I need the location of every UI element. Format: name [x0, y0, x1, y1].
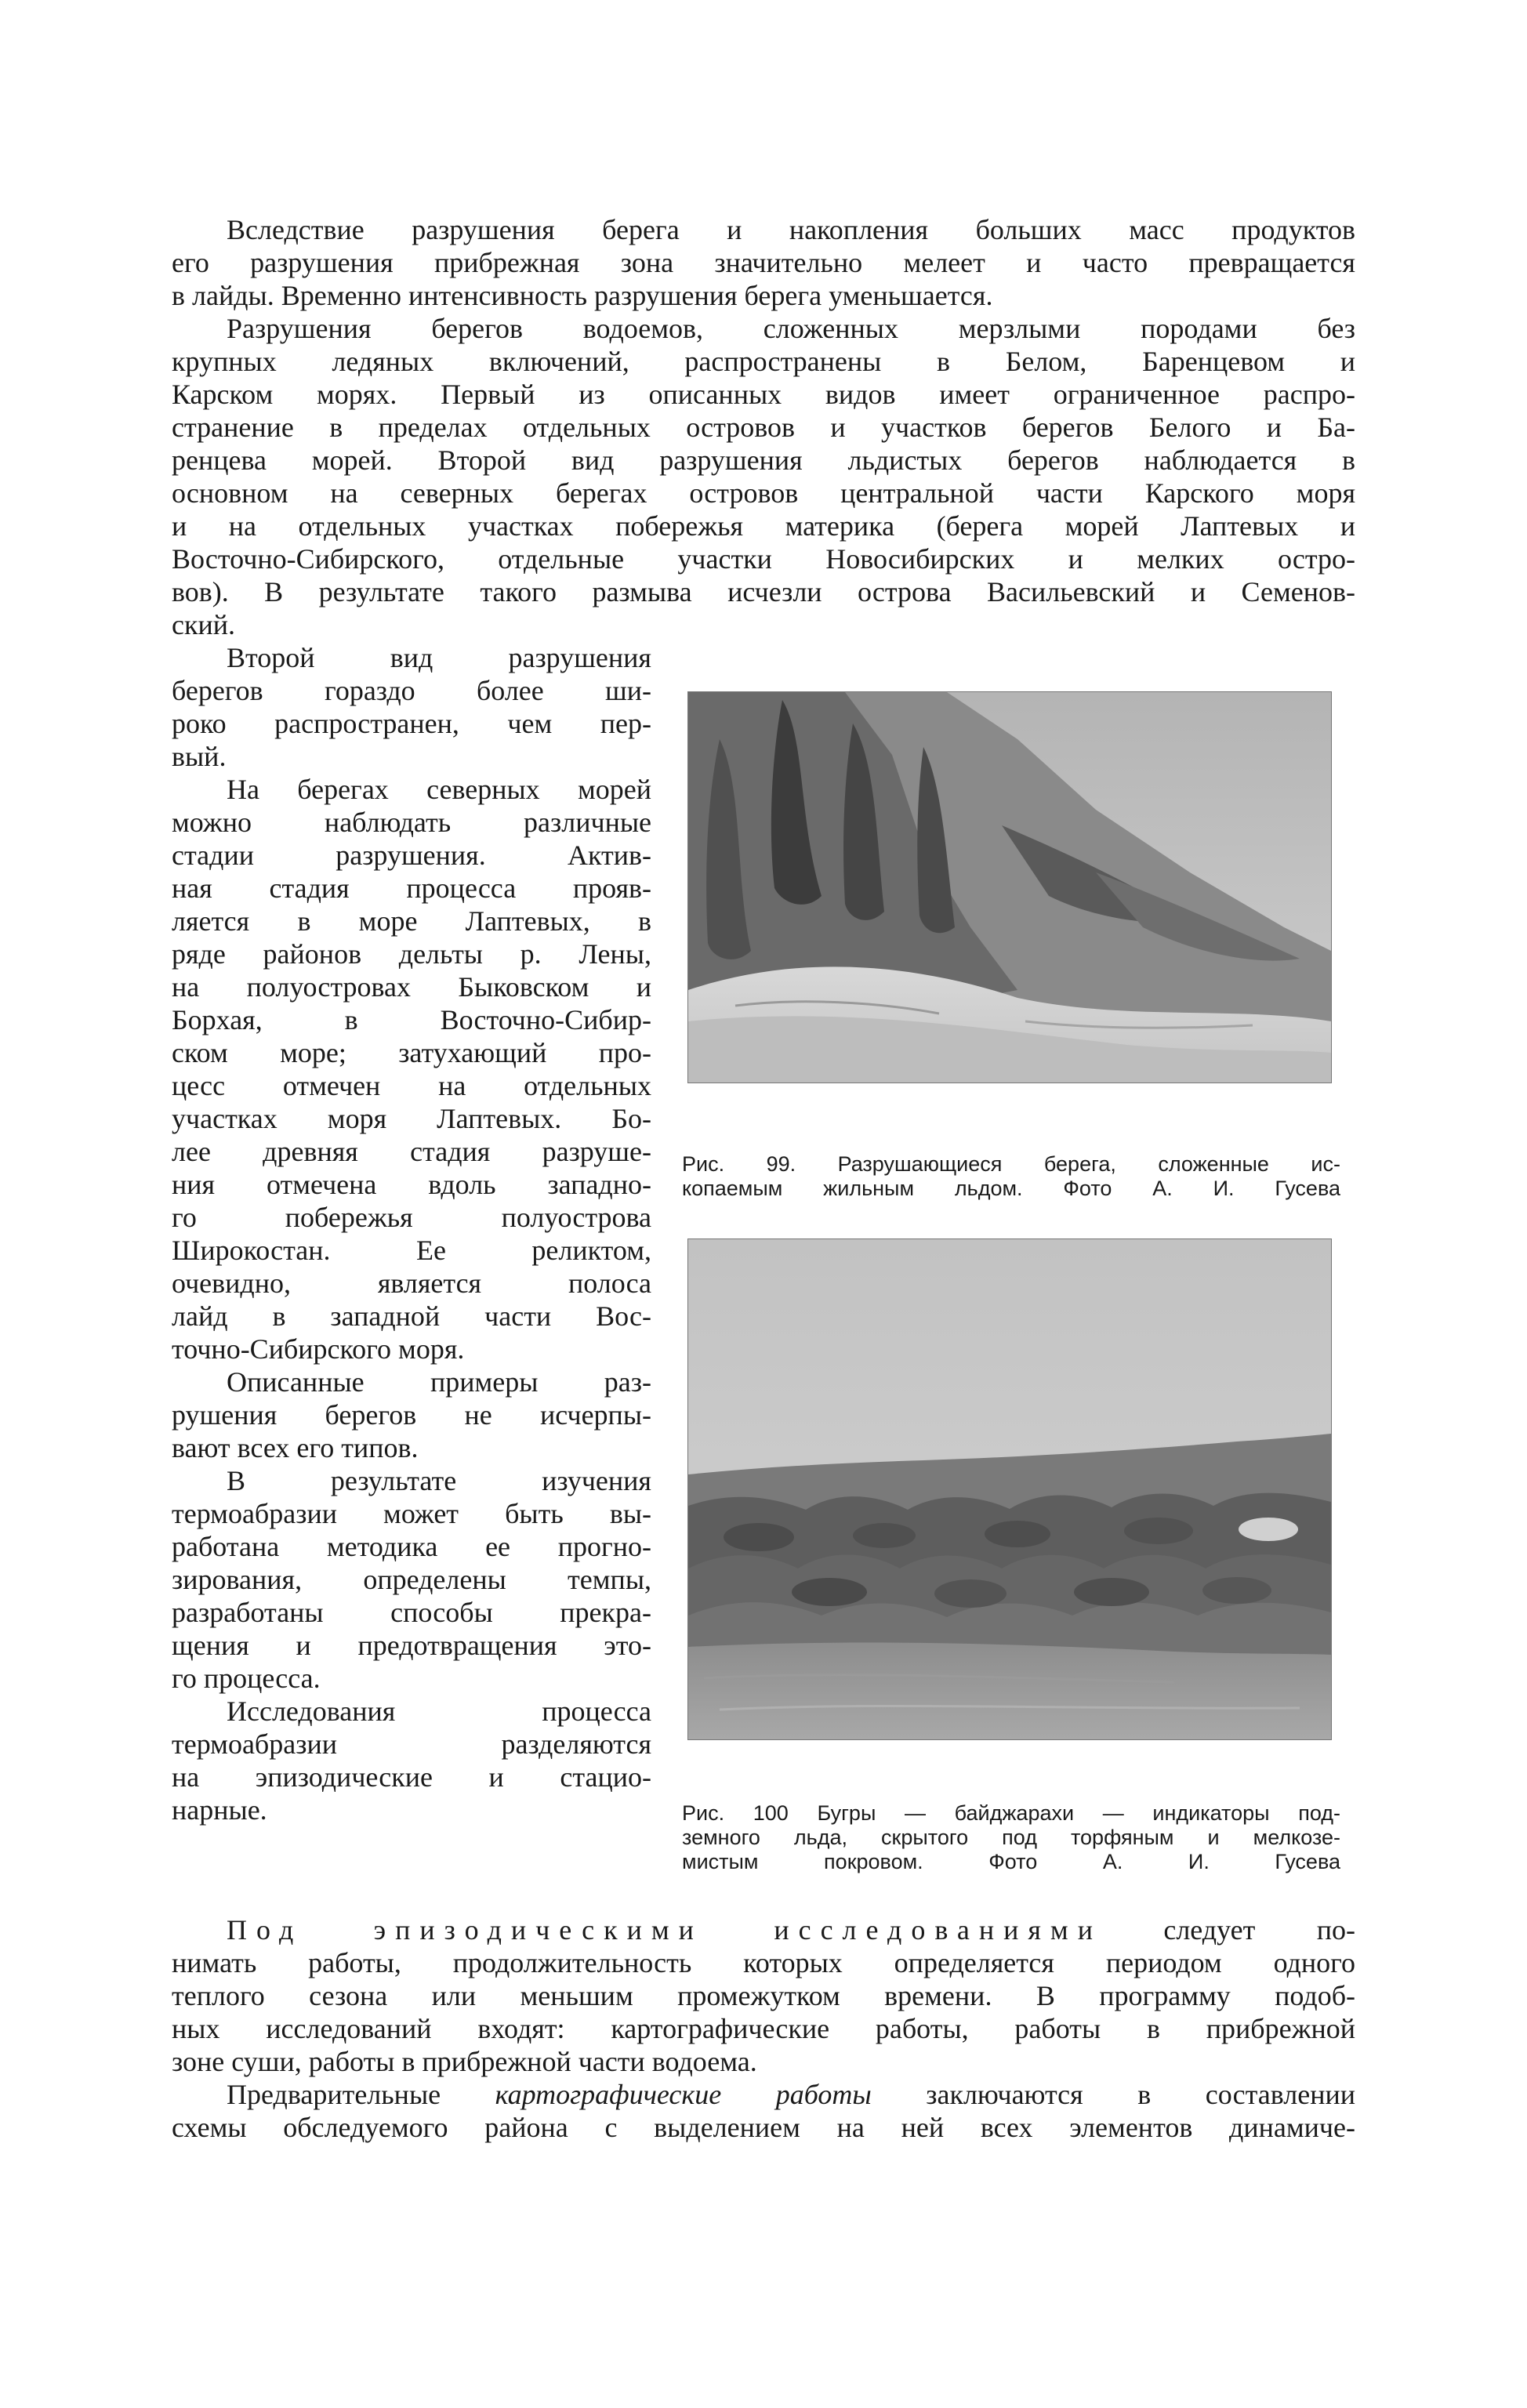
text-line: ных исследований входят: картографические работы, работы в прибрежной [172, 2013, 1355, 2044]
caption-line: земного льда, скрытого под торфяным и мелкозе- [682, 1826, 1340, 1849]
caption-line: копаемым жильным льдом. Фото А. И. Гусева [682, 1177, 1340, 1200]
text-line: На берегах северных морей [227, 774, 651, 805]
text-line: Второй вид разрушения [227, 642, 651, 673]
text-line: в лайды. Временно интенсивность разрушения берега уменьшается. [172, 280, 993, 311]
top-paragraphs [172, 213, 1355, 641]
text-line: термоабразии разделяются [172, 1728, 651, 1760]
text-line: и на отдельных участках побережья материка (берега морей Лаптевых и [172, 510, 1355, 542]
text-line: Описанные примеры раз- [227, 1366, 651, 1398]
text-line: ния отмечена вдоль западно- [172, 1169, 651, 1200]
text-line: роко распространен, чем пер- [172, 708, 651, 739]
text-line: странение в пределах отдельных островов и участков берегов Белого и Ба- [172, 412, 1355, 443]
text-line: точно-Сибирского моря. [172, 1333, 465, 1365]
text-line: Карском морях. Первый из описанных видов имеет ограниченное распро- [172, 379, 1355, 410]
text-line: зоне суши, работы в прибрежной части водоема. [172, 2046, 757, 2077]
figure-100-photo [687, 1238, 1332, 1740]
text-line: ренцева морей. Второй вид разрушения льдистых берегов наблюдается в [172, 444, 1355, 476]
text-line: очевидно, является полоса [172, 1267, 651, 1299]
bottom-paragraphs [172, 1913, 1355, 2144]
text-line: нимать работы, продолжительность которых определяется периодом одного [172, 1947, 1355, 1978]
text-line: го процесса. [172, 1663, 321, 1694]
text-line: ский. [172, 609, 235, 640]
text-line: термоабразии может быть вы- [172, 1498, 651, 1529]
text-line [172, 2078, 1355, 2111]
figure-100-caption [682, 1801, 1340, 1874]
text-line: работана методика ее прогно- [172, 1531, 651, 1562]
column-paragraphs [172, 641, 651, 1826]
ice-cliff-image [688, 692, 1331, 1083]
text-line: го побережья полуострова [172, 1202, 651, 1233]
text-line: Исследования процесса [227, 1695, 651, 1727]
text-fragment: Предварительные [227, 2079, 495, 2110]
text-line: можно наблюдать различные [172, 807, 651, 838]
text-line: основном на северных берегах островов центральной части Карского моря [172, 477, 1355, 509]
italic-term: картографические работы [495, 2079, 872, 2110]
text-line: схемы обследуемого района с выделением на ней всех элементов динамиче- [172, 2112, 1355, 2143]
text-fragment: заключаются в составлении [871, 2079, 1355, 2110]
text-line: Вследствие разрушения берега и накопления больших масс продуктов [227, 214, 1355, 245]
text-line: В результате изучения [227, 1465, 651, 1496]
text-line: на эпизодические и стацио- [172, 1761, 651, 1793]
text-line: Разрушения берегов водоемов, сложенных мерзлыми породами без [227, 313, 1355, 344]
text-line: рушения берегов не исчерпы- [172, 1399, 651, 1431]
mounds-image [688, 1239, 1331, 1739]
text-line: зирования, определены темпы, [172, 1564, 651, 1595]
text-line: ском море; затухающий про- [172, 1037, 651, 1068]
text-line: участках моря Лаптевых. Бо- [172, 1103, 651, 1134]
text-line: вый. [172, 741, 227, 772]
text-line: Широкостан. Ее реликтом, [172, 1235, 651, 1266]
text-fragment: следует по- [1101, 1914, 1355, 1946]
text-line: берегов гораздо более ши- [172, 675, 651, 706]
caption-line: Рис. 100 Бугры — байджарахи — индикаторы под- [682, 1801, 1340, 1825]
text-line: нарные. [172, 1794, 267, 1826]
text-line: стадии разрушения. Актив- [172, 840, 651, 871]
text-line: вов). В результате такого размыва исчезли острова Васильевский и Семенов- [172, 576, 1355, 607]
text-line: Борхая, в Восточно-Сибир- [172, 1004, 651, 1035]
text-line: ная стадия процесса прояв- [172, 872, 651, 904]
caption-line: мистым покровом. Фото А. И. Гусева [682, 1850, 1340, 1873]
text-line: ряде районов дельты р. Лены, [172, 938, 651, 970]
text-line: ляется в море Лаптевых, в [172, 905, 651, 937]
text-line: на полуостровах Быковском и [172, 971, 651, 1003]
spaced-term: Под эпизодическими исследованиями [227, 1914, 1102, 1946]
text-line: крупных ледяных включений, распространены в Белом, Баренцевом и [172, 346, 1355, 377]
text-line [172, 1913, 1355, 1946]
text-line: лайд в западной части Вос- [172, 1300, 651, 1332]
text-line: щения и предотвращения это- [172, 1630, 651, 1661]
text-line: Восточно-Сибирского, отдельные участки Новосибирских и мелких остро- [172, 543, 1355, 575]
text-line: теплого сезона или меньшим промежутком времени. В программу подоб- [172, 1980, 1355, 2011]
text-line: разработаны способы прекра- [172, 1597, 651, 1628]
figure-99-photo [687, 691, 1332, 1083]
text-line: вают всех его типов. [172, 1432, 419, 1463]
caption-line: Рис. 99. Разрушающиеся берега, сложенные ис- [682, 1152, 1340, 1176]
text-line: лее древняя стадия разруше- [172, 1136, 651, 1167]
text-line: цесс отмечен на отдельных [172, 1070, 651, 1101]
figure-99-caption [682, 1152, 1340, 1201]
text-line: его разрушения прибрежная зона значительно мелеет и часто превращается [172, 247, 1355, 278]
